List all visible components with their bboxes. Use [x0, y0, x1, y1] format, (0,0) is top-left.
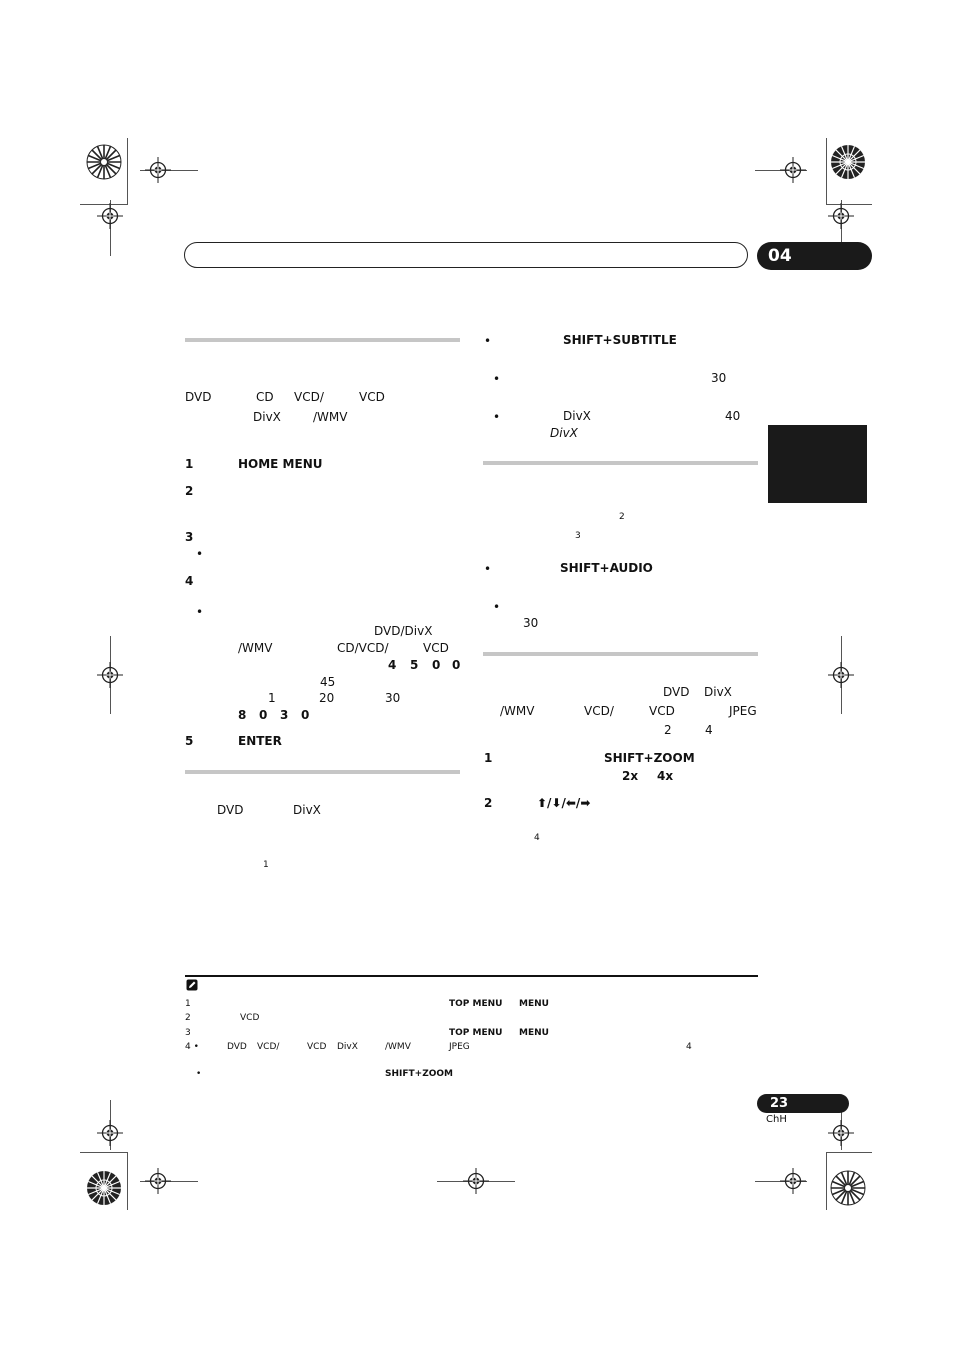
footnote-text: /WMV: [385, 1042, 411, 1052]
bullet: •: [493, 372, 501, 386]
footnote-ref: 1: [263, 860, 269, 870]
key-digit: 0: [432, 658, 441, 672]
body-text: DVD/DivX: [374, 624, 433, 638]
key-digit: 5: [410, 658, 419, 672]
key-label: SHIFT+AUDIO: [560, 561, 653, 575]
body-text: VCD/: [584, 704, 614, 718]
crop-line: [80, 1152, 128, 1153]
bullet: •: [484, 334, 492, 348]
key-digit: 8: [238, 708, 247, 722]
page-number-tab: 23: [757, 1094, 849, 1113]
registration-mark-icon: [828, 203, 854, 229]
body-text: 30: [385, 691, 401, 705]
section-rule: [483, 652, 758, 656]
body-text: CD/VCD/: [337, 641, 389, 655]
body-text: DVD: [185, 390, 212, 404]
key-label: HOME MENU: [238, 457, 323, 471]
section-rule: [483, 461, 758, 465]
section-rule: [185, 338, 460, 342]
body-text: VCD/: [294, 390, 324, 404]
key-label: TOP MENU: [449, 1028, 503, 1038]
body-text: DVD: [217, 803, 244, 817]
footnote-text: JPEG: [449, 1042, 470, 1052]
footnote-text: DivX: [337, 1042, 358, 1052]
step-number: 1: [185, 457, 194, 471]
body-text: 30: [711, 371, 727, 385]
key-label: MENU: [519, 1028, 549, 1038]
bullet: •: [493, 600, 501, 614]
body-text: CD: [256, 390, 274, 404]
registration-mark-icon: [828, 662, 854, 688]
key-label: ENTER: [238, 734, 282, 748]
zoom-level: 2x: [622, 769, 639, 783]
footnote-text: VCD/: [257, 1042, 280, 1052]
key-label: SHIFT+SUBTITLE: [563, 333, 677, 347]
body-text: 20: [319, 691, 335, 705]
bullet: •: [196, 605, 204, 619]
bullet: •: [196, 1069, 202, 1079]
bullet: •: [484, 562, 492, 576]
starburst-icon: [84, 1168, 124, 1208]
registration-mark-icon: [780, 157, 806, 183]
key-digit: 3: [280, 708, 289, 722]
footnote-text: 4: [686, 1042, 692, 1052]
arrow-keys-icon: ⬆/⬇/⬅/➡: [537, 796, 591, 810]
body-text: VCD: [359, 390, 385, 404]
body-text: 4: [705, 723, 713, 737]
crop-line: [127, 138, 128, 204]
key-digit: 0: [259, 708, 268, 722]
body-text: /WMV: [238, 641, 273, 655]
chapter-number-tab: 04: [757, 242, 872, 270]
body-text: /WMV: [500, 704, 535, 718]
bullet: •: [196, 547, 204, 561]
footnote-number: 4 •: [185, 1042, 199, 1052]
key-label: MENU: [519, 999, 549, 1009]
body-text: /WMV: [313, 410, 348, 424]
registration-mark-icon: [145, 157, 171, 183]
registration-mark-icon: [780, 1168, 806, 1194]
language-side-tab: [768, 425, 867, 503]
body-text: DVD: [663, 685, 690, 699]
body-text: DivX: [293, 803, 321, 817]
step-number: 3: [185, 530, 194, 544]
crop-line: [127, 1152, 128, 1210]
footnote-text: VCD: [307, 1042, 327, 1052]
body-text: 1: [268, 691, 276, 705]
footnote-number: 1: [185, 999, 191, 1009]
key-label: SHIFT+ZOOM: [604, 751, 695, 765]
body-text: DivX: [550, 426, 578, 440]
key-label: TOP MENU: [449, 999, 503, 1009]
registration-mark-icon: [97, 1120, 123, 1146]
footnote-number: 3: [185, 1028, 191, 1038]
crop-line: [826, 1152, 827, 1210]
body-text: DivX: [704, 685, 732, 699]
footnote-rule: [185, 975, 758, 977]
key-digit: 4: [388, 658, 397, 672]
registration-mark-icon: [145, 1168, 171, 1194]
starburst-icon: [828, 1168, 868, 1208]
step-number: 5: [185, 734, 194, 748]
body-text: VCD: [423, 641, 449, 655]
step-number: 2: [185, 484, 194, 498]
starburst-icon: [84, 142, 124, 182]
key-digit: 0: [301, 708, 310, 722]
body-text: JPEG: [729, 704, 757, 718]
registration-mark-icon: [97, 203, 123, 229]
chapter-title-bar: [184, 242, 748, 268]
body-text: 2: [664, 723, 672, 737]
zoom-level: 4x: [657, 769, 674, 783]
body-text: 40: [725, 409, 741, 423]
key-label: SHIFT+ZOOM: [385, 1069, 453, 1079]
note-icon: [186, 979, 198, 991]
footnote-ref: 2: [619, 512, 625, 522]
registration-mark-icon: [828, 1120, 854, 1146]
bullet: •: [493, 410, 501, 424]
crop-line: [826, 1152, 872, 1153]
footnote-ref: 4: [534, 833, 540, 843]
registration-mark-icon: [463, 1168, 489, 1194]
step-number: 4: [185, 574, 194, 588]
footnote-number: 2: [185, 1013, 191, 1023]
body-text: 30: [523, 616, 539, 630]
body-text: DivX: [253, 410, 281, 424]
crop-line: [826, 138, 827, 204]
body-text: DivX: [563, 409, 591, 423]
footnote-text: VCD: [240, 1013, 260, 1023]
section-rule: [185, 770, 460, 774]
footnote-text: DVD: [227, 1042, 247, 1052]
key-digit: 0: [452, 658, 461, 672]
step-number: 2: [484, 796, 493, 810]
body-text: 45: [320, 675, 336, 689]
footnote-ref: 3: [575, 531, 581, 541]
step-number: 1: [484, 751, 493, 765]
language-code: ChH: [766, 1114, 787, 1125]
registration-mark-icon: [97, 662, 123, 688]
starburst-icon: [828, 142, 868, 182]
body-text: VCD: [649, 704, 675, 718]
